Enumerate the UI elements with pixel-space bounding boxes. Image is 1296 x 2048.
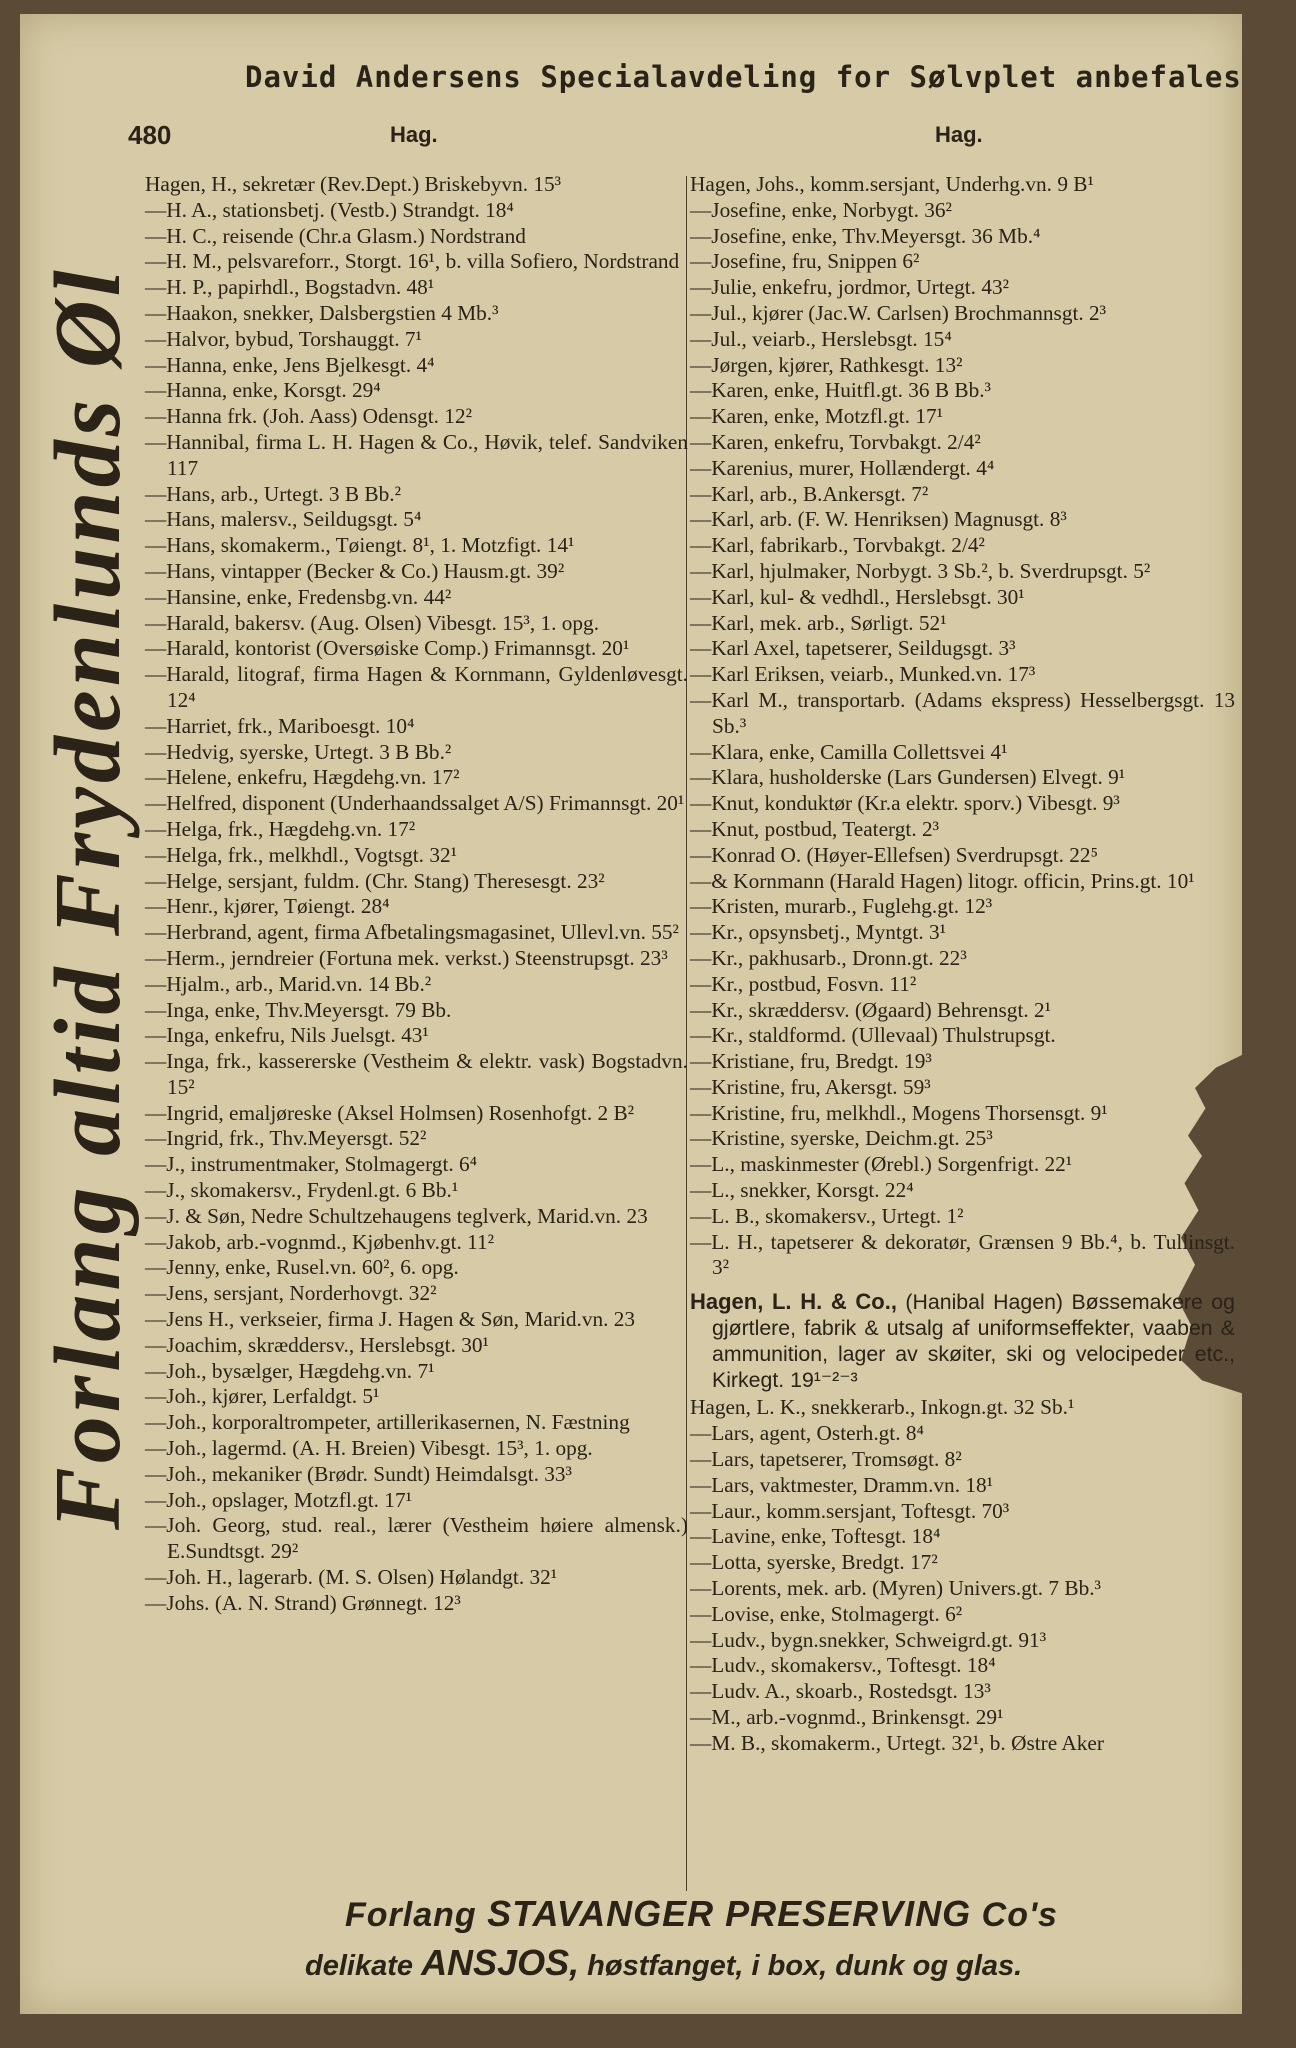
directory-entry: —Haakon, snekker, Dalsbergstien 4 Mb.³ — [145, 300, 499, 325]
directory-entry: —Lars, agent, Osterh.gt. 8⁴ — [690, 1421, 924, 1446]
directory-entry: —Henr., kjører, Tøiengt. 28⁴ — [145, 894, 390, 919]
directory-entry: —Herm., jerndreier (Fortuna mek. verkst.) Steenstrupsgt. 23³ — [145, 945, 668, 970]
running-head-left: Hag. — [390, 122, 438, 147]
directory-entry: —Kristiane, fru, Bredgt. 19³ — [690, 1049, 932, 1074]
footer-ad-2-pre: delikate — [305, 1950, 413, 1982]
directory-entry: —Jakob, arb.-vognmd., Kjøbenhv.gt. 11² — [145, 1229, 495, 1254]
directory-entry: —Helfred, disponent (Underhaandssalget A/S) Frimannsgt. 20¹ — [145, 791, 685, 816]
directory-entry: —Karl, mek. arb., Sørligt. 52¹ — [690, 610, 947, 635]
directory-entry: —Klara, husholderske (Lars Gundersen) Elvegt. 9¹ — [690, 765, 1126, 790]
directory-entry: —Hans, skomakerm., Tøiengt. 8¹, 1. Motzfigt. 14¹ — [145, 533, 575, 558]
directory-entry: —Laur., komm.sersjant, Toftesgt. 70³ — [690, 1498, 1010, 1523]
directory-entry: —Joachim, skræddersv., Herslebsgt. 30¹ — [145, 1332, 489, 1357]
directory-entry: —Inga, enkefru, Nils Juelsgt. 43¹ — [145, 1023, 429, 1048]
directory-entry: —Kristine, syerske, Deichm.gt. 25³ — [690, 1126, 993, 1151]
directory-entry: —Jens, sersjant, Norderhovgt. 32² — [145, 1281, 437, 1306]
directory-entry: —Herbrand, agent, firma Afbetalingsmagasinet, Ullevl.vn. 55² — [145, 920, 679, 945]
directory-entry: —Lorents, mek. arb. (Myren) Univers.gt. 7 Bb.³ — [690, 1576, 1101, 1601]
directory-entry: —Joh., kjører, Lerfaldgt. 5¹ — [145, 1384, 380, 1409]
firm-name: Hagen, L. H. & Co., — [690, 1289, 897, 1315]
directory-entry: —Kr., opsynsbetj., Myntgt. 3¹ — [690, 920, 947, 945]
directory-entry: —Karen, enkefru, Torvbakgt. 2/4² — [690, 429, 981, 454]
directory-entry: —Josefine, enke, Norbygt. 36² — [690, 197, 952, 222]
directory-entry: —H. C., reisende (Chr.a Glasm.) Nordstrand — [145, 223, 526, 248]
directory-entry: —Johs. (A. N. Strand) Grønnegt. 12³ — [145, 1590, 461, 1615]
directory-entry: —Harriet, frk., Mariboesgt. 10⁴ — [145, 713, 415, 738]
directory-entry: —Hans, arb., Urtegt. 3 B Bb.² — [145, 481, 401, 506]
directory-entry: —Karl, arb. (F. W. Henriksen) Magnusgt. 8³ — [690, 507, 1067, 532]
directory-entry: —Hannibal, firma L. H. Hagen & Co., Høvik, telef. Sandviken 117 — [145, 429, 688, 480]
directory-entry: —Joh., lagermd. (A. H. Breien) Vibesgt. 15³, 1. opg. — [145, 1436, 593, 1461]
directory-entry: —Harald, bakersv. (Aug. Olsen) Vibesgt. 15³, 1. opg. — [145, 610, 600, 635]
directory-entry: —Karen, enke, Huitfl.gt. 36 B Bb.³ — [690, 378, 991, 403]
directory-entry: —Konrad O. (Høyer-Ellefsen) Sverdrupsgt. 22⁵ — [690, 842, 1098, 867]
directory-entry: —H. M., pelsvareforr., Storgt. 16¹, b. villa Sofiero, Nordstrand — [145, 249, 680, 274]
directory-entry: —Karl M., transportarb. (Adams ekspress) Hesselbergsgt. 13 Sb.³ — [690, 687, 1235, 738]
directory-entry: —Kr., pakhusarb., Dronn.gt. 22³ — [690, 945, 967, 970]
directory-entry: Hagen, L. K., snekkerarb., Inkogn.gt. 32 Sb.¹ — [690, 1395, 1075, 1420]
footer-advertisement-line-1 — [345, 1893, 1058, 1935]
footer-ad-1-pre: Forlang — [345, 1896, 477, 1934]
directory-entry: —M. B., skomakerm., Urtegt. 32¹, b. Østre Aker — [690, 1730, 1104, 1755]
directory-entry: —L., snekker, Korsgt. 22⁴ — [690, 1178, 914, 1203]
footer-advertisement-line-2 — [305, 1942, 1022, 1984]
directory-entry: —Hanna, enke, Jens Bjelkesgt. 4⁴ — [145, 352, 435, 377]
directory-entry: —Joh., bysælger, Hægdehg.vn. 7¹ — [145, 1358, 435, 1383]
directory-entry: —Ludv., bygn.snekker, Schweigrd.gt. 91³ — [690, 1627, 1047, 1652]
directory-entry: —Karenius, murer, Hollændergt. 4⁴ — [690, 455, 995, 480]
directory-entry: —Harald, litograf, firma Hagen & Kornmann, Gyldenløvesgt. 12⁴ — [145, 662, 688, 712]
directory-entry: —Josefine, enke, Thv.Meyersgt. 36 Mb.⁴ — [690, 223, 1041, 248]
directory-entry: —Helene, enkefru, Hægdehg.vn. 17² — [145, 765, 460, 790]
directory-entry: —Ludv., skomakersv., Toftesgt. 18⁴ — [690, 1653, 996, 1678]
directory-entry: —Julie, enkefru, jordmor, Urtegt. 43² — [690, 275, 1009, 300]
directory-entry: —Hans, vintapper (Becker & Co.) Hausm.gt. 39² — [145, 558, 565, 583]
directory-entry: —Helge, sersjant, fuldm. (Chr. Stang) Theresesgt. 23² — [145, 868, 605, 893]
directory-entry: —Kristine, fru, melkhdl., Mogens Thorsensgt. 9¹ — [690, 1100, 1108, 1125]
directory-entry: —J., skomakersv., Frydenl.gt. 6 Bb.¹ — [145, 1178, 459, 1203]
directory-entry: —Klara, enke, Camilla Collettsvei 4¹ — [690, 739, 1008, 764]
directory-entry: —Lars, vaktmester, Dramm.vn. 18¹ — [690, 1472, 994, 1497]
header-advertisement: David Andersens Specialavdeling for Sølvplet anbefales — [245, 60, 1242, 94]
directory-entry: —Joh. Georg, stud. real., lærer (Vestheim høiere almensk.) E.Sundtsgt. 29² — [145, 1513, 688, 1564]
directory-entry: —Karl, kul- & vedhdl., Herslebsgt. 30¹ — [690, 584, 1025, 609]
directory-entry: —Inga, enke, Thv.Meyersgt. 79 Bb. — [145, 997, 452, 1022]
directory-entry: —Karl Axel, tapetserer, Seildugsgt. 3³ — [690, 636, 1016, 661]
directory-entry: —L., maskinmester (Ørebl.) Sorgenfrigt. 22¹ — [690, 1152, 1073, 1177]
directory-entry: —Kristen, murarb., Fuglehg.gt. 12³ — [690, 894, 993, 919]
running-head-right: Hag. — [935, 122, 983, 147]
directory-entry: —Helga, frk., melkhdl., Vogtsgt. 32¹ — [145, 842, 458, 867]
footer-ad-1-brand: STAVANGER PRESERVING — [487, 1893, 972, 1934]
directory-entry: —Hedvig, syerske, Urtegt. 3 B Bb.² — [145, 739, 452, 764]
directory-entry: —Lovise, enke, Stolmagergt. 6² — [690, 1601, 963, 1626]
right-column-entries-b — [690, 1395, 1235, 1756]
directory-entry: —Joh., mekaniker (Brødr. Sundt) Heimdalsgt. 33³ — [145, 1461, 572, 1486]
directory-entry: —Kristine, fru, Akersgt. 59³ — [690, 1074, 931, 1099]
directory-entry: —Lotta, syerske, Bredgt. 17² — [690, 1550, 938, 1575]
directory-entry: —Ingrid, emaljøreske (Aksel Holmsen) Rosenhofgt. 2 B² — [145, 1100, 635, 1125]
directory-entry: —Karl Eriksen, veiarb., Munked.vn. 17³ — [690, 662, 1036, 687]
directory-entry: —Knut, konduktør (Kr.a elektr. sporv.) Vibesgt. 9³ — [690, 791, 1120, 816]
directory-entry: —Joh. H., lagerarb. (M. S. Olsen) Hølandgt. 32¹ — [145, 1565, 558, 1590]
footer-ad-2-brand: ANSJOS, — [421, 1942, 580, 1983]
directory-entry: —Ingrid, frk., Thv.Meyersgt. 52² — [145, 1126, 427, 1151]
directory-entry: —Hans, malersv., Seildugsgt. 5⁴ — [145, 507, 422, 532]
directory-entry: —Jørgen, kjører, Rathkesgt. 13² — [690, 352, 963, 377]
directory-entry: —M., arb.-vognmd., Brinkensgt. 29¹ — [690, 1705, 1004, 1730]
directory-entry: —Karl, hjulmaker, Norbygt. 3 Sb.², b. Sverdrupsgt. 5² — [690, 558, 1151, 583]
page-number: 480 — [128, 120, 172, 150]
directory-entry: —Knut, postbud, Teatergt. 2³ — [690, 816, 940, 841]
directory-entry: —Ludv. A., skoarb., Rostedsgt. 13³ — [690, 1679, 991, 1704]
directory-entry: —Josefine, fru, Snippen 6² — [690, 249, 920, 274]
firm-description: (Hanibal Hagen) Bøssemakere og gjørtlere, fabrik & utsalg af uniformseffekter, vaaben & ammunition, lager av skøiter, ski og velocipeder etc., Kirkegt. 19¹⁻²⁻³ — [712, 1290, 1235, 1392]
directory-entry: —Harald, kontorist (Oversøiske Comp.) Frimannsgt. 20¹ — [145, 636, 630, 661]
directory-entry: —H. P., papirhdl., Bogstadvn. 48¹ — [145, 275, 435, 300]
directory-entry: —H. A., stationsbetj. (Vestb.) Strandgt. 18⁴ — [145, 197, 514, 222]
directory-entry: —Karl, arb., B.Ankersgt. 7² — [690, 481, 929, 506]
directory-entry: —& Kornmann (Harald Hagen) litogr. officin, Prins.gt. 10¹ — [690, 868, 1195, 893]
directory-entry: —Hanna frk. (Joh. Aass) Odensgt. 12² — [145, 404, 472, 429]
directory-entry: Hagen, H., sekretær (Rev.Dept.) Briskebyvn. 15³ — [145, 172, 562, 196]
directory-entry: —Karl, fabrikarb., Torvbakgt. 2/4² — [690, 533, 985, 558]
footer-ad-2-post: høstfanget, i box, dunk og glas. — [587, 1950, 1023, 1982]
right-column-entries-a — [690, 172, 1235, 1281]
directory-entry: —Kr., postbud, Fosvn. 11² — [690, 971, 917, 996]
left-column — [145, 172, 688, 1617]
directory-entry: —Kr., staldformd. (Ullevaal) Thulstrupsgt. — [690, 1023, 1056, 1048]
directory-entry: —Lavine, enke, Toftesgt. 18⁴ — [690, 1524, 941, 1549]
footer-ad-1-post: Co's — [981, 1896, 1058, 1934]
directory-entry: —L. B., skomakersv., Urtegt. 1² — [690, 1203, 964, 1228]
directory-entry: —Halvor, bybud, Torshauggt. 7¹ — [145, 326, 422, 351]
directory-entry: —J., instrumentmaker, Stolmagergt. 6⁴ — [145, 1152, 478, 1177]
side-advertisement: Forlang altid Frydenlunds Øl — [36, 266, 140, 1530]
directory-entry: —Hansine, enke, Fredensbg.vn. 44² — [145, 584, 452, 609]
right-column — [690, 172, 1235, 1757]
directory-entry: —Jul., kjører (Jac.W. Carlsen) Brochmannsgt. 2³ — [690, 300, 1107, 325]
directory-entry: —Jenny, enke, Rusel.vn. 60², 6. opg. — [145, 1255, 459, 1280]
directory-entry: —Jens H., verkseier, firma J. Hagen & Søn, Marid.vn. 23 — [145, 1307, 636, 1332]
directory-entry: —Karen, enke, Motzfl.gt. 17¹ — [690, 404, 944, 429]
directory-entry: —Kr., skræddersv. (Øgaard) Behrensgt. 2¹ — [690, 997, 1052, 1022]
directory-entry: —Inga, frk., kassererske (Vestheim & elektr. vask) Bogstadvn. 15² — [145, 1049, 688, 1099]
directory-entry: —Joh., opslager, Motzfl.gt. 17¹ — [145, 1487, 412, 1512]
directory-entry: —Hjalm., arb., Marid.vn. 14 Bb.² — [145, 971, 432, 996]
directory-entry: —J. & Søn, Nedre Schultzehaugens teglverk, Marid.vn. 23 — [145, 1203, 648, 1228]
directory-entry: —Jul., veiarb., Herslebsgt. 15⁴ — [690, 326, 952, 351]
directory-entry: —L. H., tapetserer & dekoratør, Grænsen 9 Bb.⁴, b. Tullinsgt. 3² — [690, 1229, 1235, 1280]
firm-entry — [690, 1289, 1235, 1393]
directory-entry: Hagen, Johs., komm.sersjant, Underhg.vn. 9 B¹ — [690, 172, 1094, 196]
directory-entry: —Lars, tapetserer, Tromsøgt. 8² — [690, 1447, 962, 1472]
directory-entry: —Helga, frk., Hægdehg.vn. 17² — [145, 816, 416, 841]
directory-entry: —Joh., korporaltrompeter, artillerikasernen, N. Fæstning — [145, 1410, 630, 1435]
directory-entry: —Hanna, enke, Korsgt. 29⁴ — [145, 378, 381, 403]
